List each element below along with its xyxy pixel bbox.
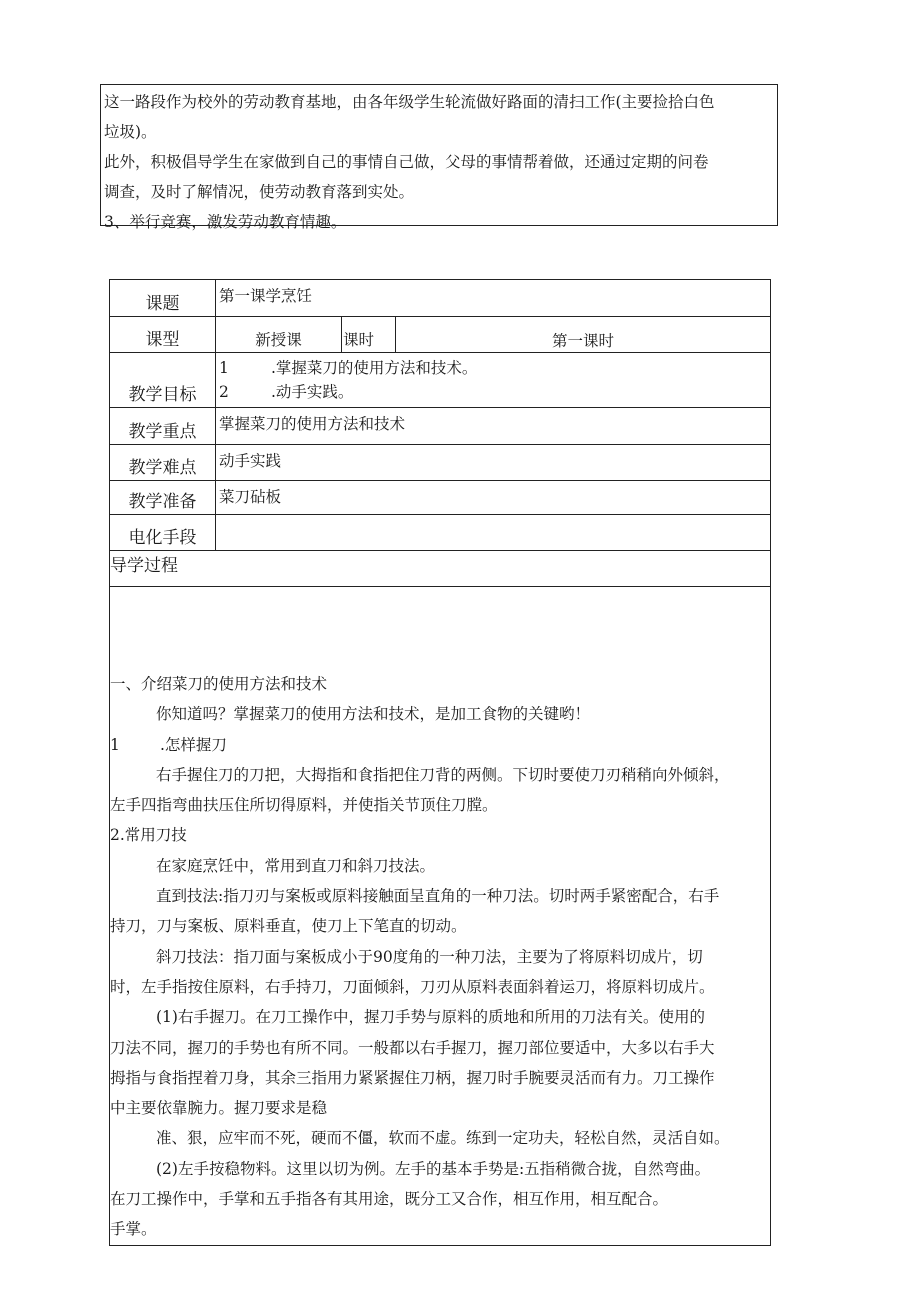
row-process-body <box>110 587 771 1246</box>
goal-item-1: 1 .掌握菜刀的使用方法和技术。 <box>219 359 478 377</box>
section-1-text-b: 左手四指弯曲扶压住所切得原料，并使指关节顶住刀膛。 <box>110 796 498 815</box>
row-type <box>110 317 771 353</box>
row-difficulty <box>110 445 771 481</box>
title-label: 课题 <box>110 280 216 317</box>
point-1-c: 拇指与食指捏着刀身，其余三指用力紧紧握住刀柄，握刀时手腕要灵活而有力。刀工操作 <box>110 1068 715 1087</box>
difficulty-label: 教学难点 <box>110 445 216 481</box>
point-1-e: 准、狠，应牢而不死，硬而不僵，软而不虚。练到一定功夫，轻松自然，灵活自如。 <box>156 1129 730 1148</box>
straight-technique-b: 持刀，刀与案板、原料垂直，使刀上下笔直的切动。 <box>110 917 467 936</box>
period-value: 第一课时 <box>396 317 771 353</box>
point-1-a: (1)右手握刀。在刀工操作中，握刀手势与原料的质地和所用的刀法有关。使用的 <box>156 1008 705 1027</box>
point-2-a: (2)左手按稳物料。这里以切为例。左手的基本手势是:五指稍微合拢，自然弯曲。 <box>156 1159 711 1178</box>
title-value: 第一课学烹饪 <box>216 280 771 317</box>
goal-label: 教学目标 <box>110 353 216 408</box>
point-2-b: 在刀工操作中，手掌和五手指各有其用途，既分工又合作，相互作用，相互配合。 <box>110 1190 669 1209</box>
top-line-5: 3、举行竞赛，激发劳动教育情趣。 <box>104 213 347 231</box>
type-value: 新授课 <box>216 317 342 353</box>
key-value: 掌握菜刀的使用方法和技术 <box>216 408 771 445</box>
section-2-title: 2.常用刀技 <box>110 826 187 845</box>
section-1-text-a: 右手握住刀的刀把，大拇指和食指把住刀背的两侧。下切时要使刀刃稍稍向外倾斜， <box>156 765 730 784</box>
section-1-title: 1 .怎样握刀 <box>110 735 227 754</box>
top-line-1: 这一路段作为校外的劳动教育基地，由各年级学生轮流做好路面的清扫工作(主要捡拾白色 <box>104 93 715 111</box>
process-heading: 一、介绍菜刀的使用方法和技术 <box>110 675 328 693</box>
row-title <box>110 280 771 317</box>
prep-value: 菜刀砧板 <box>216 481 771 515</box>
key-label: 教学重点 <box>110 408 216 445</box>
type-label: 课型 <box>110 317 216 353</box>
process-body <box>110 587 771 1246</box>
point-1-d: 中主要依靠腕力。握刀要求是稳 <box>110 1099 328 1118</box>
goal-list <box>216 353 771 408</box>
goal-item-2: 2 .动手实践。 <box>219 383 354 401</box>
prep-label: 教学准备 <box>110 481 216 515</box>
top-line-3: 此外，积极倡导学生在家做到自己的事情自己做，父母的事情帮着做，还通过定期的问卷 <box>104 153 709 171</box>
slant-technique-b: 时，左手指按住原料，右手持刀，刀面倾斜，刀刃从原料表面斜着运刀，将原料切成片。 <box>110 977 715 996</box>
media-value <box>216 515 771 551</box>
difficulty-value: 动手实践 <box>216 445 771 481</box>
straight-technique-a: 直到技法:指刀刃与案板或原料接触面呈直角的一种刀法。切时两手紧密配合，右手 <box>156 887 720 906</box>
row-process-label <box>110 551 771 587</box>
row-media <box>110 515 771 551</box>
section-2-intro: 在家庭烹饪中，常用到直刀和斜刀技法。 <box>156 856 436 875</box>
slant-technique-a: 斜刀技法：指刀面与案板成小于90度角的一种刀法，主要为了将原料切成片，切 <box>156 947 703 966</box>
row-prep <box>110 481 771 515</box>
lesson-plan-table <box>109 279 771 1246</box>
point-1-b: 刀法不同，握刀的手势也有所不同。一般都以右手握刀，握刀部位要适中，大多以右手大 <box>110 1038 715 1057</box>
row-key <box>110 408 771 445</box>
point-2-c: 手掌。 <box>110 1220 157 1239</box>
top-text-box <box>100 84 778 231</box>
process-label: 导学过程 <box>110 551 771 587</box>
process-intro: 你知道吗？掌握菜刀的使用方法和技术，是加工食物的关键哟！ <box>156 705 591 724</box>
row-goals <box>110 353 771 408</box>
period-label: 课时 <box>342 317 396 353</box>
top-line-4: 调查，及时了解情况，使劳动教育落到实处。 <box>104 183 415 201</box>
top-line-2: 垃圾)。 <box>104 123 157 141</box>
media-label: 电化手段 <box>110 515 216 551</box>
